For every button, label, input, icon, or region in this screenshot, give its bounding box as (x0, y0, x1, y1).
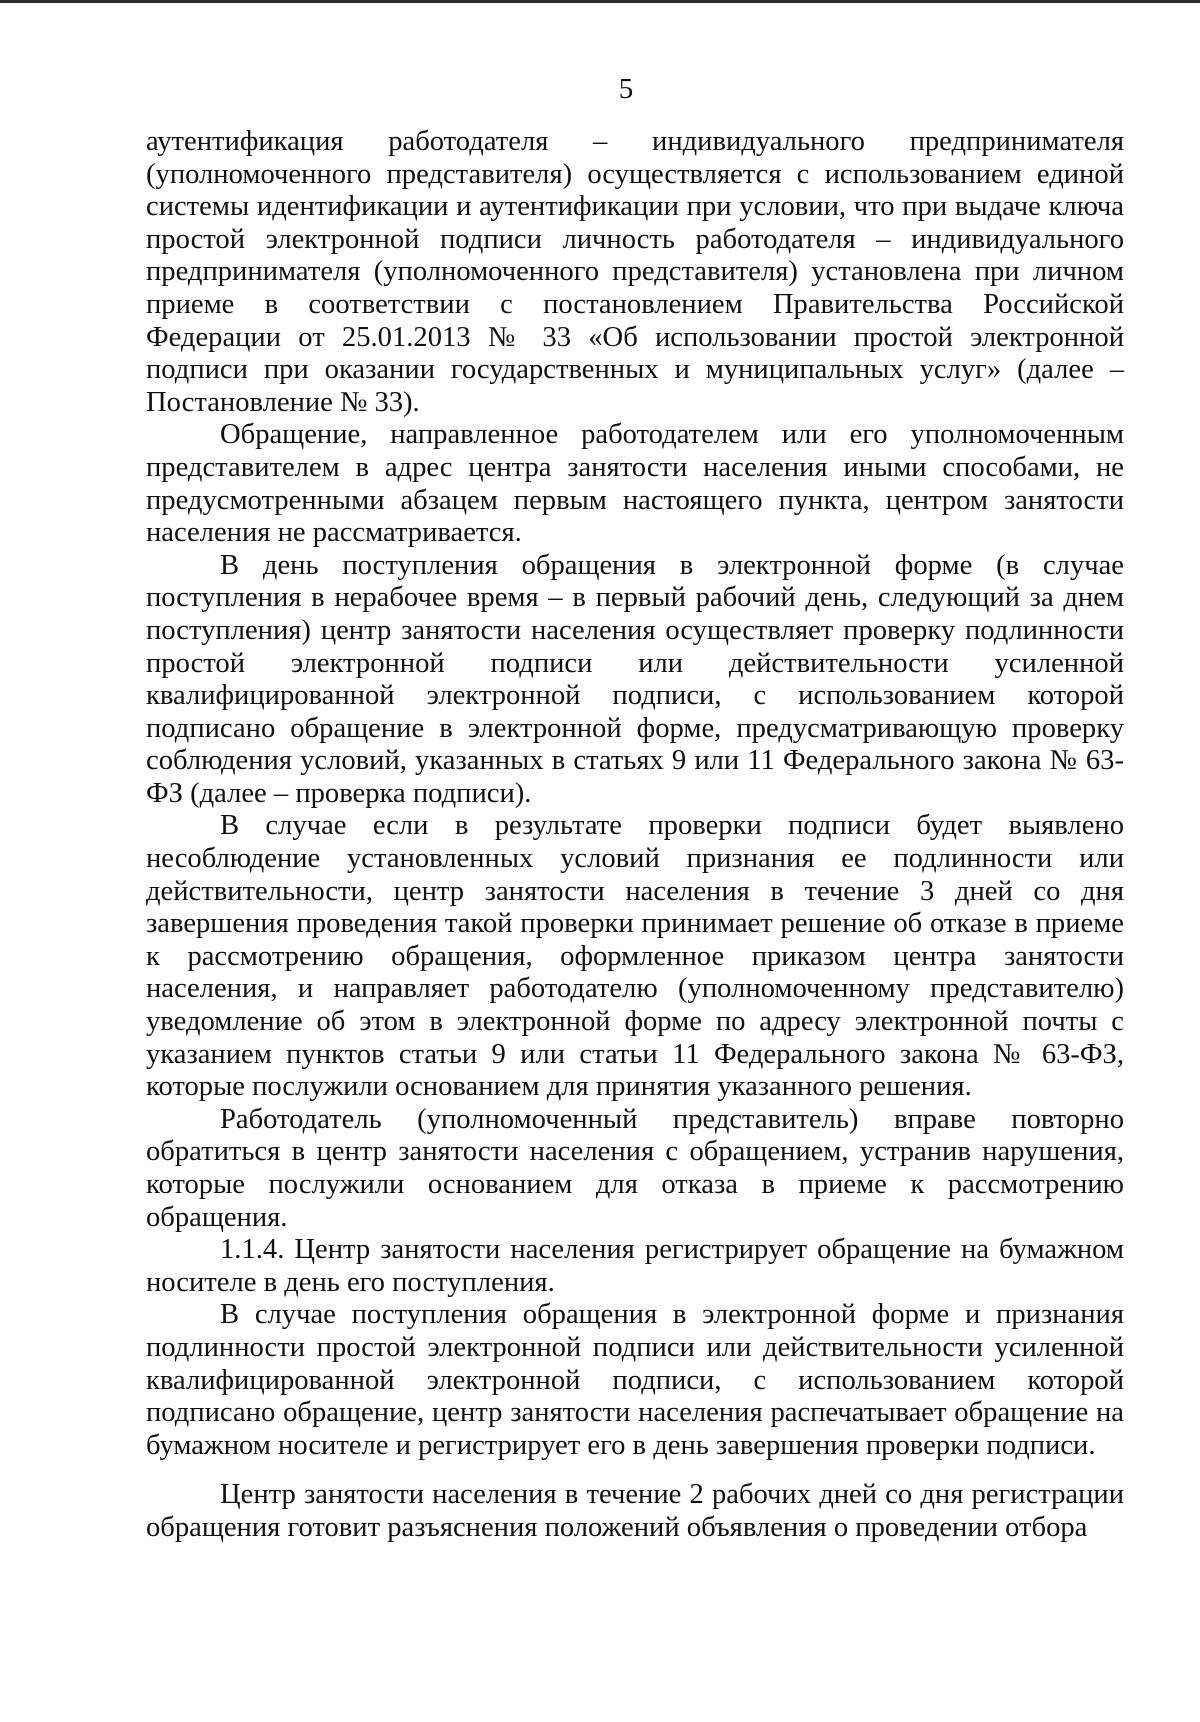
document-body (146, 126, 1124, 1545)
paragraph-continuation: аутентификация работодателя – индивидуального предпринимателя (уполномоченного представителя) осуществляется с использованием единой системы идентификации и аутентификации при условии, что при выдаче ключа простой электронной подписи личность работодателя – индивидуального предпринимателя (уполномоченного представителя) установлена при личном приеме в соответствии с постановлением Правительства Российской Федерации от 25.01.2013 № 33 «Об использовании простой электронной подписи при оказании государственных и муниципальных услуг» (далее – Постановление № 33). (146, 126, 1124, 418)
paragraph: Работодатель (уполномоченный представитель) вправе повторно обратиться в центр занятости населения с обращением, устранив нарушения, которые послужили основанием для отказа в приеме к рассмотрению обращения. (146, 1103, 1124, 1233)
paragraph-section-1-1-4: 1.1.4. Центр занятости населения регистрирует обращение на бумажном носителе в день его поступления. (146, 1234, 1124, 1298)
paragraph: Обращение, направленное работодателем или его уполномоченным представителем в адрес центра занятости населения иными способами, не предусмотренными абзацем первым настоящего пункта, центром занятости населения не рассматривается. (146, 419, 1124, 549)
paragraph: В день поступления обращения в электронной форме (в случае поступления в нерабочее время – в первый рабочий день, следующий за днем поступления) центр занятости населения осуществляет проверку подлинности простой электронной подписи или действительности усиленной квалифицированной электронной подписи, с использованием которой подписано обращение в электронной форме, предусматривающую проверку соблюдения условий, указанных в статьях 9 или 11 Федерального закона № 63-ФЗ (далее – проверка подписи). (146, 549, 1124, 809)
page-number: 5 (618, 73, 634, 105)
paragraph: В случае поступления обращения в электронной форме и признания подлинности простой электронной подписи или действительности усиленной квалифицированной электронной подписи, с использованием которой подписано обращение, центр занятости населения распечатывает обращение на бумажном носителе и регистрирует его в день завершения проверки подписи. (146, 1299, 1124, 1461)
paragraph: В случае если в результате проверки подписи будет выявлено несоблюдение установленных условий признания ее подлинности или действительности, центр занятости населения в течение 3 дней со дня завершения проведения такой проверки принимает решение об отказе в приеме к рассмотрению обращения, оформленное приказом центра занятости населения, и направляет работодателю (уполномоченному представителю) уведомление об этом в электронной форме по адресу электронной почты с указанием пунктов статьи 9 или статьи 11 Федерального закона № 63-ФЗ, которые послужили основанием для принятия указанного решения. (146, 810, 1124, 1103)
paragraph: Центр занятости населения в течение 2 рабочих дней со дня регистрации обращения готовит разъяснения положений объявления о проведении отбора (146, 1479, 1124, 1543)
scan-top-edge (0, 0, 1200, 3)
